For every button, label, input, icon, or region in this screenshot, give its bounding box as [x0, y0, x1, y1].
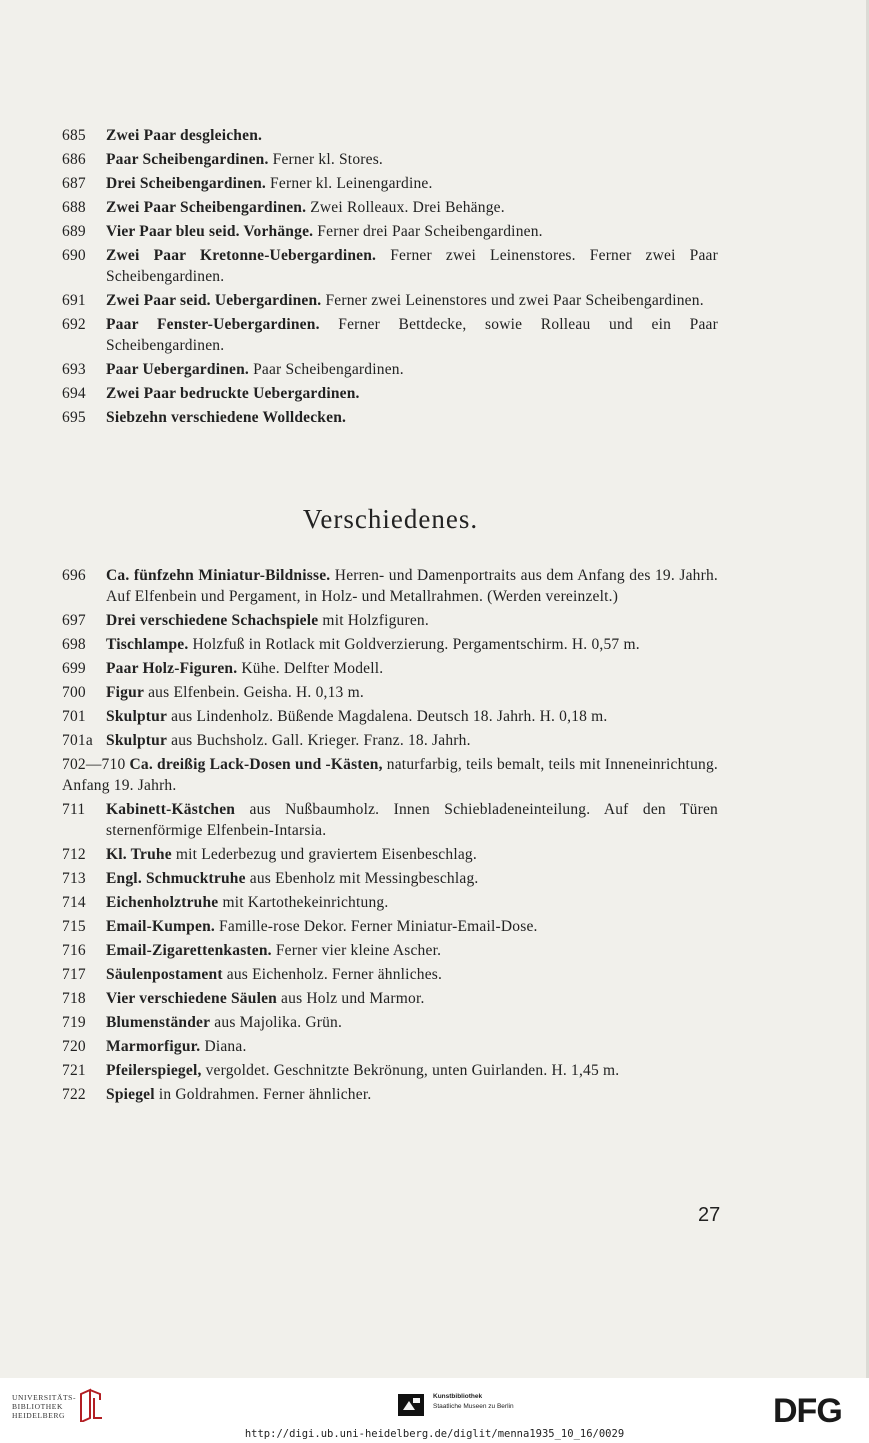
lot-title: Ca. fünfzehn Miniatur-Bildnisse.	[106, 567, 331, 584]
lot-number: 693	[62, 361, 86, 378]
lot-title: Pfeilerspiegel,	[106, 1062, 202, 1079]
lot-number: 697	[62, 612, 86, 629]
lot-number: 714	[62, 894, 86, 911]
catalog-entry	[0, 868, 866, 889]
lot-description	[106, 359, 718, 380]
source-url[interactable]: http://digi.ub.uni-heidelberg.de/diglit/menna1935_10_16/0029	[244, 1428, 625, 1440]
catalog-entry	[0, 682, 866, 703]
catalog-entry	[0, 359, 866, 380]
catalog-entry	[0, 940, 866, 961]
lot-details: Holzfuß in Rotlack mit Goldverzierung. Pergamentschirm. H. 0,57 m.	[188, 636, 640, 653]
lot-number: 718	[62, 990, 86, 1007]
lot-title: Drei verschiedene Schachspiele	[106, 612, 319, 629]
lot-number: 688	[62, 199, 86, 216]
catalog-entry	[0, 149, 866, 170]
catalog-entry	[0, 407, 866, 428]
lot-description	[106, 149, 718, 170]
lot-details: aus Ebenholz mit Messingbeschlag.	[245, 870, 479, 887]
lot-details: aus Eichenholz. Ferner ähnliches.	[222, 966, 443, 983]
lot-title: Zwei Paar Scheibengardinen.	[106, 199, 307, 216]
kb-label-line2: Staatliche Museen zu Berlin	[433, 1403, 514, 1410]
lot-description	[106, 173, 718, 194]
catalog-entry	[0, 658, 866, 679]
catalog-entry	[0, 1084, 866, 1105]
catalog-entry	[0, 245, 866, 287]
lot-number: 701	[62, 708, 86, 725]
lot-description	[106, 407, 718, 428]
catalog-entry	[0, 799, 866, 841]
lot-title: Eichenholztruhe	[106, 894, 219, 911]
uni-label-line3: HEIDELBERG	[12, 1411, 66, 1420]
kunstbibliothek-logo-icon	[398, 1394, 426, 1418]
lot-details: Ferner Bettdecke, sowie Rolleau und ein Paar Scheibengardinen.	[106, 316, 718, 354]
lot-details: vergoldet. Geschnitzte Bekrönung, unten Guirlanden. H. 1,45 m.	[201, 1062, 620, 1079]
lot-title: Zwei Paar bedruckte Uebergardinen.	[106, 385, 360, 402]
lot-title: Email-Kumpen.	[106, 918, 215, 935]
lot-title: Figur	[106, 684, 145, 701]
lot-details: Ferner drei Paar Scheibengardinen.	[313, 223, 543, 240]
lot-details: Kühe. Delfter Modell.	[237, 660, 384, 677]
lot-details: naturfarbig, teils bemalt, teils mit Inneneinrichtung. Anfang 19. Jahrh.	[62, 756, 718, 794]
lot-description	[106, 125, 718, 146]
lot-description	[106, 1084, 718, 1105]
lot-title: Vier verschiedene Säulen	[106, 990, 277, 1007]
lot-number: 721	[62, 1062, 86, 1079]
lot-title: Kabinett-Kästchen	[106, 801, 236, 818]
lot-details: aus Elfenbein. Geisha. H. 0,13 m.	[144, 684, 364, 701]
dfg-logo: DFG	[773, 1392, 842, 1430]
section-title: Verschiedenes.	[302, 504, 479, 534]
lot-number: 696	[62, 567, 86, 584]
lot-description	[106, 964, 718, 985]
lot-details: Ferner zwei Leinenstores. Ferner zwei Paar Scheibengardinen.	[106, 247, 718, 285]
lot-description	[106, 1060, 718, 1081]
catalog-entry	[0, 1036, 866, 1057]
lot-number: 687	[62, 175, 86, 192]
lot-number: 701a	[62, 732, 93, 749]
university-library-label	[12, 1393, 76, 1420]
lot-description	[106, 730, 718, 751]
lot-title: Paar Uebergardinen.	[106, 361, 249, 378]
lot-title: Kl. Truhe	[106, 846, 172, 863]
lot-number-range: 702—710	[62, 756, 130, 773]
lot-details: Ferner zwei Leinenstores und zwei Paar Scheibengardinen.	[321, 292, 704, 309]
lot-title: Paar Fenster-Uebergardinen.	[106, 316, 320, 333]
lot-description	[106, 565, 718, 607]
lot-number: 698	[62, 636, 86, 653]
lot-title: Drei Scheibengardinen.	[106, 175, 266, 192]
lot-details: mit Holzfiguren.	[318, 612, 429, 629]
catalog-entry	[0, 565, 866, 607]
lot-details: aus Holz und Marmor.	[276, 990, 425, 1007]
catalog-entry	[0, 844, 866, 865]
lot-details: Ferner vier kleine Ascher.	[271, 942, 442, 959]
lot-details: aus Lindenholz. Büßende Magdalena. Deutsch 18. Jahrh. H. 0,18 m.	[167, 708, 608, 725]
lot-description	[106, 940, 718, 961]
footer-bar	[0, 1378, 869, 1443]
page-number: 27	[698, 1204, 721, 1226]
lot-number: 700	[62, 684, 86, 701]
lot-number: 720	[62, 1038, 86, 1055]
lot-title: Siebzehn verschiedene Wolldecken.	[106, 409, 347, 426]
kunstbibliothek-label	[433, 1392, 514, 1412]
lot-description	[106, 634, 718, 655]
lot-description	[106, 658, 718, 679]
lot-number: 692	[62, 316, 86, 333]
lot-description	[106, 314, 718, 356]
entry-list-textiles	[0, 125, 866, 431]
lot-description	[106, 197, 718, 218]
lot-number: 695	[62, 409, 86, 426]
lot-number: 689	[62, 223, 86, 240]
catalog-entry	[0, 706, 866, 727]
catalog-entry	[0, 754, 866, 796]
catalog-entry	[0, 314, 866, 356]
lot-details: Ferner kl. Stores.	[268, 151, 384, 168]
lot-title: Skulptur	[106, 708, 168, 725]
catalog-entry	[0, 610, 866, 631]
lot-description	[106, 706, 718, 727]
lot-description	[62, 754, 718, 796]
catalog-entry	[0, 730, 866, 751]
lot-details: mit Kartothekeinrichtung.	[218, 894, 389, 911]
lot-number: 694	[62, 385, 86, 402]
catalog-entry	[0, 290, 866, 311]
catalog-entry	[0, 916, 866, 937]
lot-number: 722	[62, 1086, 86, 1103]
lot-title: Marmorfigur.	[106, 1038, 201, 1055]
lot-details: Famille-rose Dekor. Ferner Miniatur-Email-Dose.	[214, 918, 538, 935]
lot-description	[106, 290, 718, 311]
catalog-entry	[0, 125, 866, 146]
lot-number: 712	[62, 846, 86, 863]
kb-label-line1: Kunstbibliothek	[433, 1393, 483, 1400]
lot-description	[106, 868, 718, 889]
lot-title: Vier Paar bleu seid. Vorhänge.	[106, 223, 314, 240]
lot-details: aus Buchsholz. Gall. Krieger. Franz. 18. Jahrh.	[167, 732, 471, 749]
lot-description	[106, 221, 718, 242]
lot-details: mit Lederbezug und graviertem Eisenbeschlag.	[171, 846, 477, 863]
lot-title: Engl. Schmucktruhe	[106, 870, 246, 887]
lot-title: Skulptur	[106, 732, 168, 749]
catalog-entry	[0, 892, 866, 913]
lot-details: Ferner kl. Leinengardine.	[265, 175, 433, 192]
lot-number: 711	[62, 801, 86, 818]
lot-number: 686	[62, 151, 86, 168]
lot-title: Blumenständer	[106, 1014, 211, 1031]
lot-number: 691	[62, 292, 86, 309]
lot-description	[106, 1036, 718, 1057]
lot-title: Zwei Paar Kretonne-Uebergardinen.	[106, 247, 377, 264]
lot-number: 715	[62, 918, 86, 935]
lot-title: Email-Zigarettenkasten.	[106, 942, 272, 959]
lot-title: Zwei Paar seid. Uebergardinen.	[106, 292, 322, 309]
lot-description	[106, 799, 718, 841]
catalog-entry	[0, 383, 866, 404]
lot-details: aus Nußbaumholz. Innen Schiebladeneinteilung. Auf den Türen sternenförmige Elfenbein-Intarsia.	[106, 801, 718, 839]
uni-label-line2: BIBLIOTHEK	[12, 1402, 63, 1411]
lot-details: Zwei Rolleaux. Drei Behänge.	[306, 199, 505, 216]
lot-title: Säulenpostament	[106, 966, 223, 983]
lot-description	[106, 916, 718, 937]
catalog-entry	[0, 988, 866, 1009]
entry-list-verschiedenes	[0, 565, 866, 1108]
uni-label-line1: UNIVERSITÄTS-	[12, 1393, 77, 1402]
lot-description	[106, 892, 718, 913]
lot-description	[106, 844, 718, 865]
lot-number: 713	[62, 870, 86, 887]
lot-details: Paar Scheibengardinen.	[249, 361, 404, 378]
lot-description	[106, 682, 718, 703]
lot-description	[106, 988, 718, 1009]
lot-number: 690	[62, 247, 86, 264]
catalog-entry	[0, 197, 866, 218]
lot-number: 719	[62, 1014, 86, 1031]
catalog-entry	[0, 1012, 866, 1033]
lot-title: Paar Holz-Figuren.	[106, 660, 238, 677]
lot-description	[106, 245, 718, 287]
lot-description	[106, 1012, 718, 1033]
catalog-entry	[0, 1060, 866, 1081]
lot-details: aus Majolika. Grün.	[210, 1014, 343, 1031]
lot-details: Diana.	[200, 1038, 247, 1055]
lot-title: Spiegel	[106, 1086, 155, 1103]
catalog-entry	[0, 221, 866, 242]
lot-number: 716	[62, 942, 86, 959]
catalog-entry	[0, 173, 866, 194]
catalog-entry	[0, 634, 866, 655]
lot-description	[106, 610, 718, 631]
lot-details: Herren- und Damenportraits aus dem Anfang des 19. Jahrh. Auf Elfenbein und Pergament, in Holz- und Metallrahmen. (Werden vereinzelt.)	[106, 567, 718, 605]
lot-title: Ca. dreißig Lack-Dosen und -Kästen,	[129, 756, 383, 773]
lot-title: Zwei Paar desgleichen.	[106, 127, 263, 144]
lot-title: Paar Scheibengardinen.	[106, 151, 269, 168]
lot-number: 699	[62, 660, 86, 677]
catalog-entry	[0, 964, 866, 985]
lot-number: 717	[62, 966, 86, 983]
lot-number: 685	[62, 127, 86, 144]
lot-description	[106, 383, 718, 404]
university-logo-icon	[78, 1388, 104, 1422]
lot-title: Tischlampe.	[106, 636, 189, 653]
lot-details: in Goldrahmen. Ferner ähnlicher.	[154, 1086, 372, 1103]
